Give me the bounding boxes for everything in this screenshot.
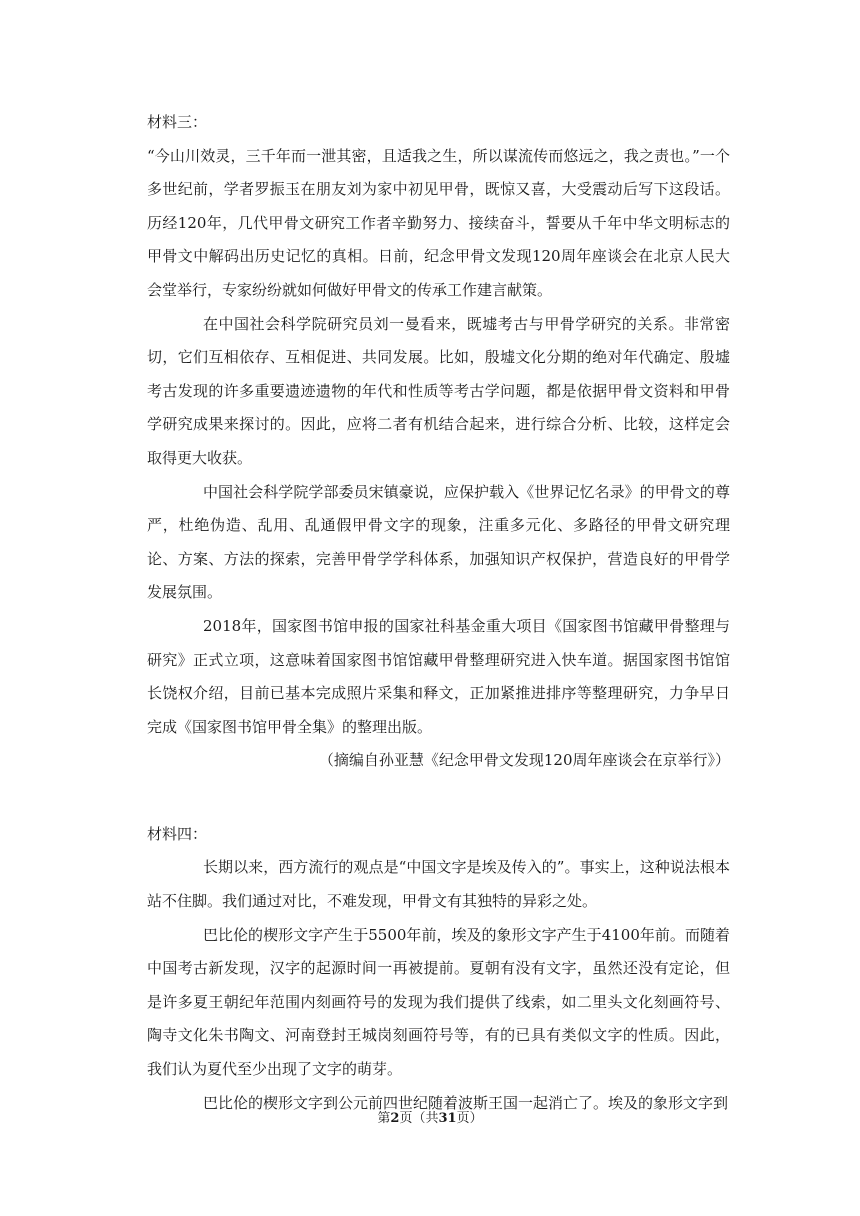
material-3-paragraph-2: 在中国社会科学院研究员刘一曼看来，既墟考古与甲骨学研究的关系。非常密切，它们互相依存、互相促进、共同发展。比如，殷墟文化分期的绝对年代确定、殷墟考古发现的许多重要遗迹遗物的年代和性质等考古学问题，都是依据甲骨文资料和甲骨学研究成果来探讨的。因此，应将二者有机结合起来，进行综合分析、比较，这样定会取得更大收获。: [147, 314, 730, 467]
material-3-paragraph-3: 中国社会科学院学部委员宋镇豪说，应保护载入《世界记忆名录》的甲骨文的尊严，杜绝伪造、乱用、乱通假甲骨文字的现象，注重多元化、多路径的甲骨文研究理论、方案、方法的探索，完善甲骨学学科体系，加强知识产权保护，营造良好的甲骨学发展氛围。: [147, 482, 730, 602]
document-page: [147, 106, 730, 1120]
material-4-heading: 材料四：: [147, 824, 208, 843]
material-3-paragraph-1: “今山川效灵，三千年而一泄其密，且适我之生，所以谋流传而悠远之，我之责也。”一个多世纪前，学者罗振玉在朋友刘为家中初见甲骨，既惊又喜，大受震动后写下这段话。历经120年，几代甲骨文研究工作者辛勤努力、接续奋斗，誓要从千年中华文明标志的甲骨文中解码出历史记忆的真相。日前，纪念甲骨文发现120周年座谈会在北京人民大会堂举行，专家纷纷就如何做好甲骨文的传承工作建言献策。: [147, 146, 730, 299]
material-3-heading: 材料三：: [147, 113, 208, 131]
material-4-paragraph-3: 巴比伦的楔形文字到公元前四世纪随着波斯王国一起消亡了。埃及的象形文字到: [203, 1093, 729, 1112]
material-4-paragraph-2: 巴比伦的楔形文字产生于5500年前，埃及的象形文字产生于4100年前。而随着中国考古新发现，汉字的起源时间一再被提前。夏朝有没有文字，虽然还没有定论，但是许多夏王朝纪年范围内刻画符号的发现为我们提供了线索，如二里头文化刻画符号、陶寺文化朱书陶文、河南登封王城岗刻画符号等，有的已具有类似文字的性质。因此，我们认为夏代至少出现了文字的萌芽。: [147, 925, 730, 1079]
material-3-citation: （摘编自孙亚慧《纪念甲骨文发现120周年座谈会在京举行》）: [318, 751, 730, 770]
footer-total-pages: 31: [438, 1111, 457, 1126]
page-footer: [0, 1110, 860, 1128]
footer-page-number: 2: [390, 1111, 400, 1126]
footer-suffix: 页）: [456, 1111, 483, 1126]
footer-middle: 页（共: [399, 1111, 439, 1126]
section-spacer: [147, 778, 730, 818]
material-4-paragraph-1: 长期以来，西方流行的观点是“中国文字是埃及传入的”。事实上，这种说法根本站不住脚。我们通过对比，不难发现，甲骨文有其独特的异彩之处。: [147, 858, 730, 911]
material-3-paragraph-4: 2018年，国家图书馆申报的国家社科基金重大项目《国家图书馆藏甲骨整理与研究》正式立项，这意味着国家图书馆馆藏甲骨整理研究进入快车道。据国家图书馆馆长饶权介绍，目前已基本完成照片采集和释文，正加紧推进排序等整理研究，力争早日完成《国家图书馆甲骨全集》的整理出版。: [147, 616, 730, 736]
footer-prefix: 第: [377, 1111, 391, 1126]
